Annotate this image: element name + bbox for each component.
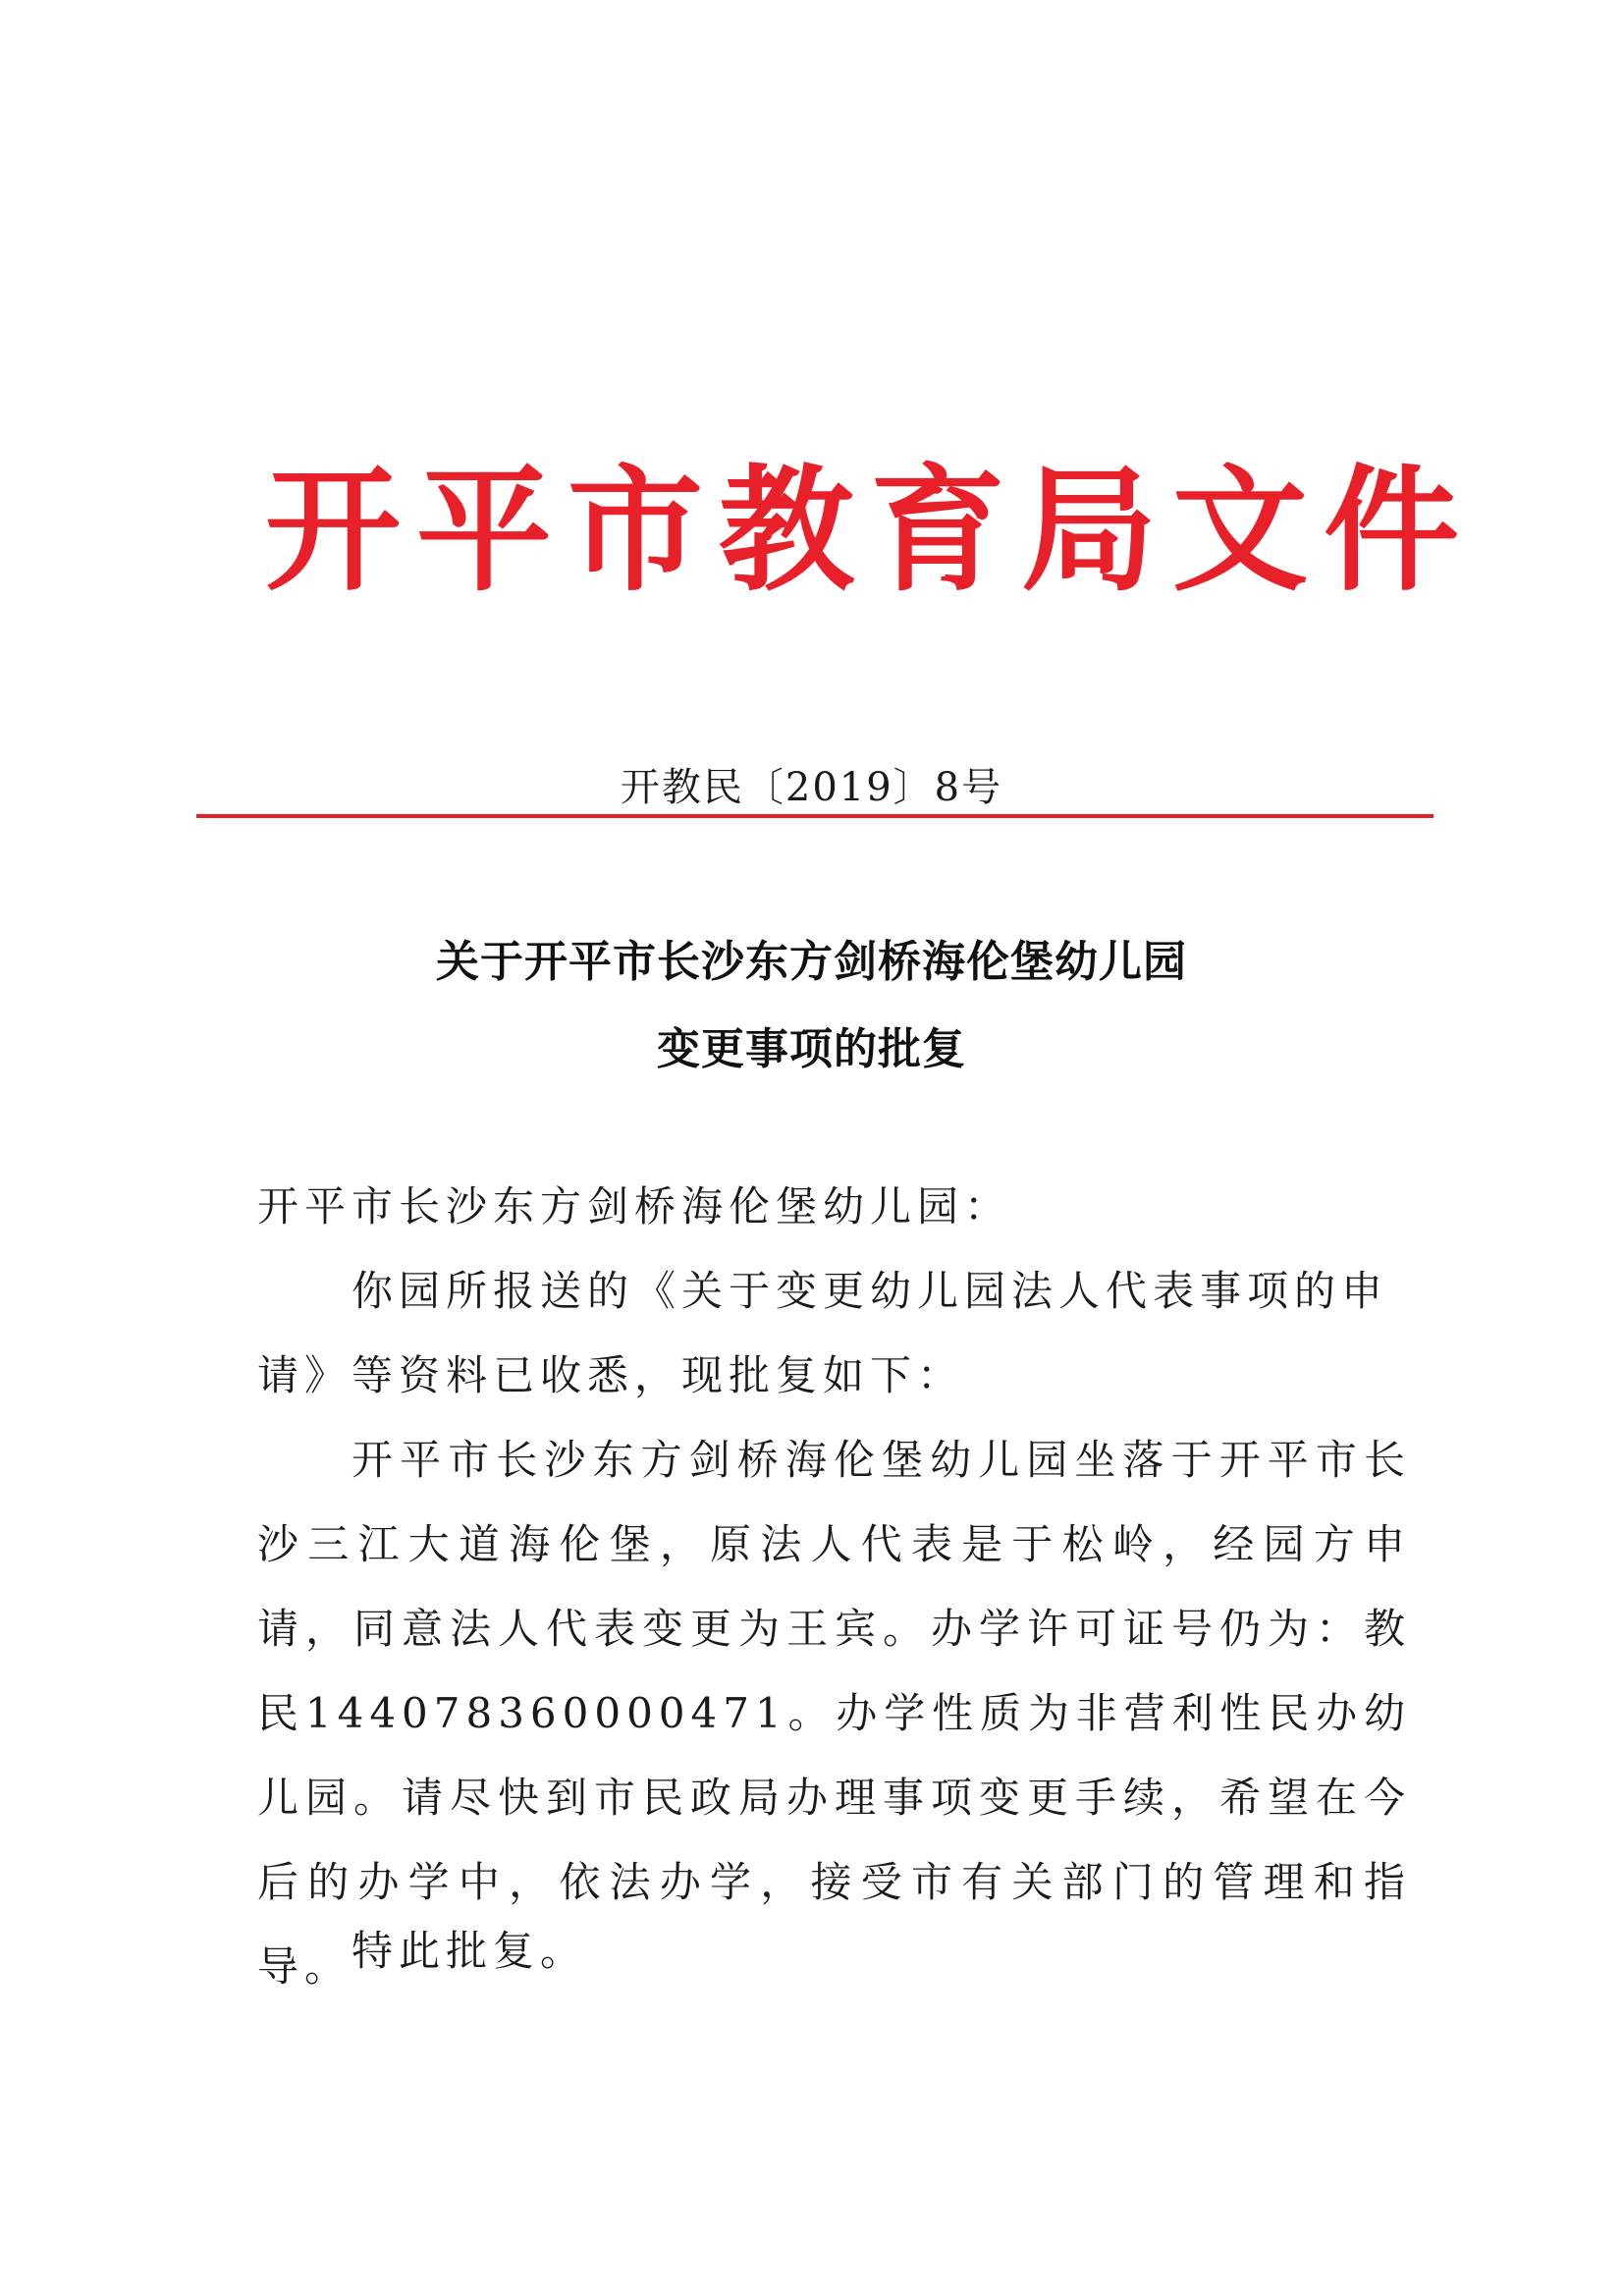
document-title-line-2: 变更事项的批复 [657,1024,966,1074]
body-paragraph-2: 开平市长沙东方剑桥海伦堡幼儿园坐落于开平市长沙三江大道海伦堡，原法人代表是于松岭，经园方申请，同意法人代表变更为王宾。办学许可证号仍为：教民144078360000471。办学性质为非营利性民办幼儿园。请尽快到市民政局办理事项变更手续，希望在今后的办学中，依法办学，接受市有关部门的管理和指导。 [257,1436,1411,1991]
masthead-title: 开平市教育局文件 [265,450,1476,610]
salutation: 开平市长沙东方剑桥海伦堡幼儿园： [257,1182,1012,1230]
document-title-line-1: 关于开平市长沙东方剑桥海伦堡幼儿园 [436,937,1187,987]
red-divider-line [196,814,1434,818]
document-number: 开教民〔2019〕8号 [620,765,1003,810]
closing-line: 特此批复。 [352,1927,588,1975]
body-paragraph-1: 你园所报送的《关于变更幼儿园法人代表事项的申请》等资料已收悉，现批复如下： [257,1267,1389,1399]
